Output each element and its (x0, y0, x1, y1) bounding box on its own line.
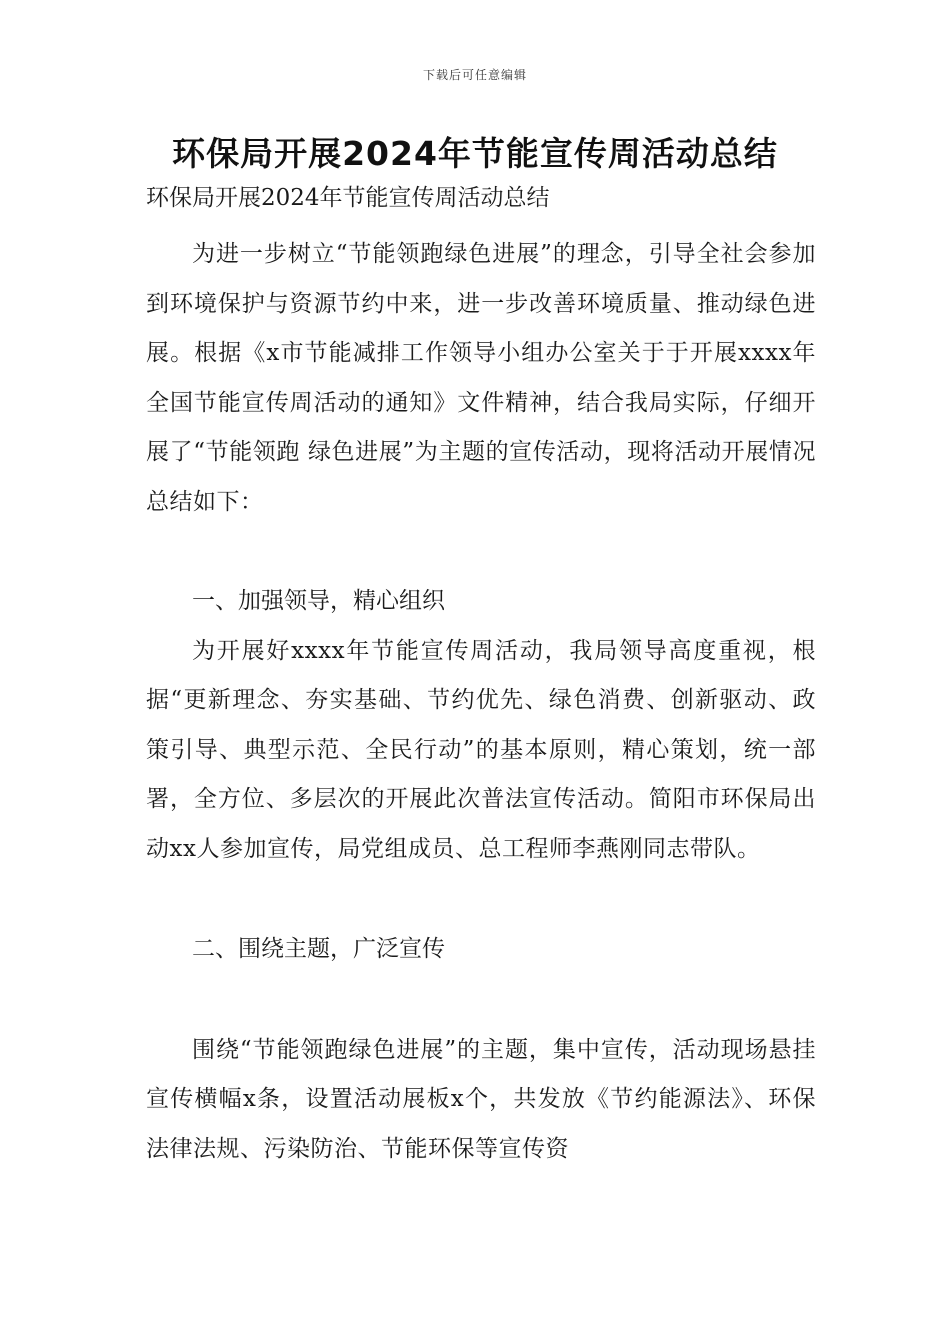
section-1-paragraph: 为开展好xxxx年节能宣传周活动，我局领导高度重视，根据“更新理念、夯实基础、节约优先、绿色消费、创新驱动、政策引导、典型示范、全民行动”的基本原则，精心策划，统一部署，全方位、多层次的开展此次普法宣传活动。简阳市环保局出动xx人参加宣传，局党组成员、总工程师李燕刚同志带队。 (146, 637, 816, 862)
document-subtitle: 环保局开展2024年节能宣传周活动总结 (146, 185, 550, 211)
section-2-paragraph: 围绕“节能领跑绿色进展”的主题，集中宣传，活动现场悬挂宣传横幅x条，设置活动展板x个，共发放《节约能源法》、环保法律法规、污染防治、节能环保等宣传资 (146, 1036, 816, 1162)
intro-paragraph: 为进一步树立“节能领跑绿色进展”的理念，引导全社会参加到环境保护与资源节约中来，进一步改善环境质量、推动绿色进展。根据《x市节能减排工作领导小组办公室关于于开展xxxx年全国节能宣传周活动的通知》文件精神，结合我局实际，仔细开展了“节能领跑 绿色进展”为主题的宣传活动，现将活动开展情况总结如下： (146, 241, 816, 515)
section-1-heading: 一、加强领导，精心组织 (192, 588, 445, 614)
document-body (146, 178, 816, 1174)
spacer (146, 527, 816, 577)
document-title: 环保局开展2024年节能宣传周活动总结 (172, 134, 778, 173)
header-note: 下载后可任意编辑 (422, 68, 527, 82)
spacer (146, 874, 816, 925)
section-2-heading: 二、围绕主题，广泛宣传 (192, 936, 445, 962)
spacer (146, 975, 816, 1026)
